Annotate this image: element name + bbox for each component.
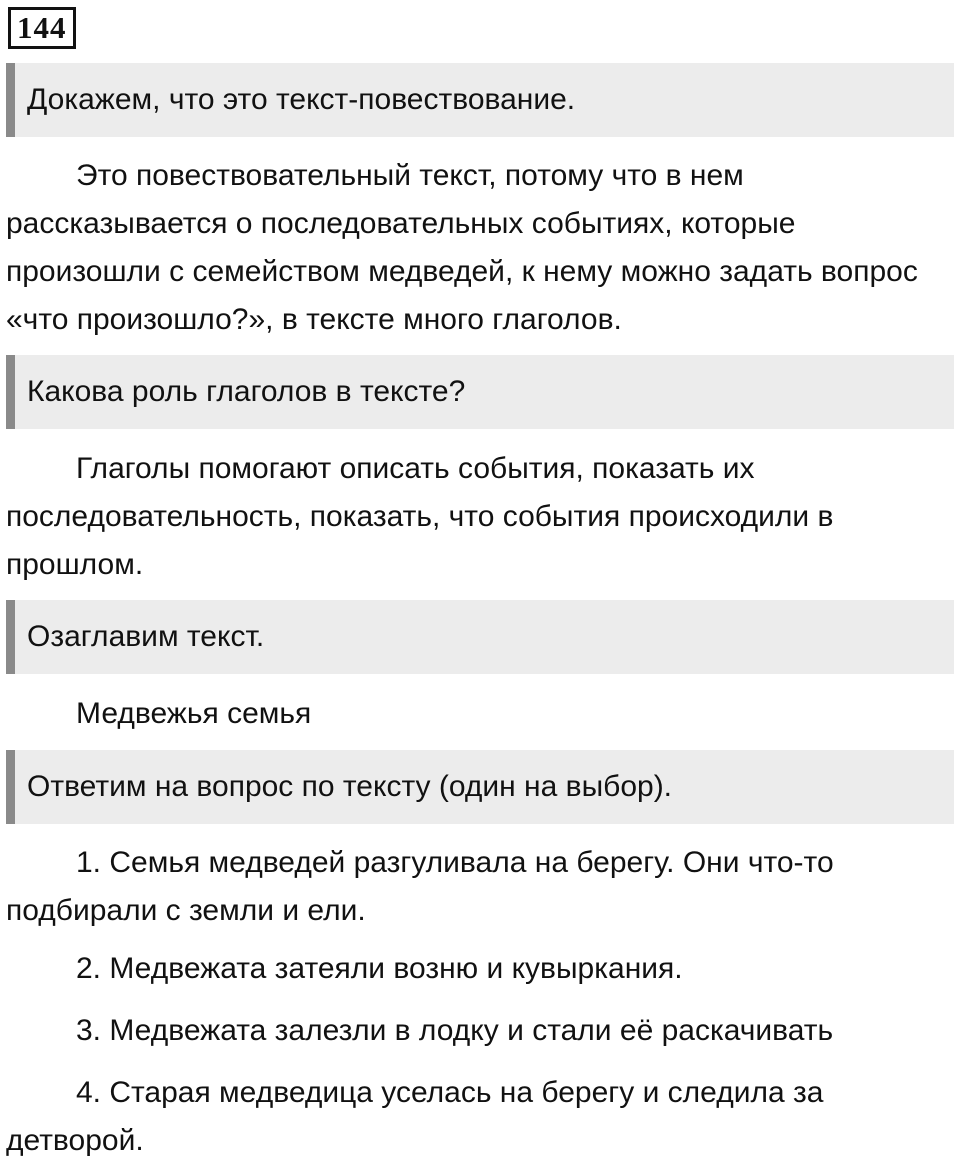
question-heading-4: Ответим на вопрос по тексту (один на выбор). [6,750,954,824]
answer-option-2: 2. Медвежата затеяли возню и кувыркания. [76,952,683,985]
task-number-badge: 144 [8,7,76,49]
question-heading-1: Докажем, что это текст-повествование. [6,63,954,137]
question-heading-2: Какова роль глаголов в тексте? [6,355,954,429]
answer-option-1: 1. Семья медведей разгуливала на берегу. Они что-то подбирали с земли и ели. [6,846,834,927]
answer-option-3: 3. Медвежата залезли в лодку и стали её раскачивать [76,1014,834,1047]
answer-paragraph-1: Это повествовательный текст, потому что в нем рассказывается о последовательных событиях, которые произошли с семейством медведей, к нему можно задать вопрос «что произошло?», в тексте много глаголов. [6,159,918,336]
question-heading-3: Озаглавим текст. [6,600,954,674]
answer-option-4: 4. Старая медведица уселась на берегу и следила за детворой. [6,1076,824,1157]
answer-title: Медвежья семья [76,697,312,730]
answer-paragraph-2: Глаголы помогают описать события, показать их последовательность, показать, что события происходили в прошлом. [6,452,834,581]
